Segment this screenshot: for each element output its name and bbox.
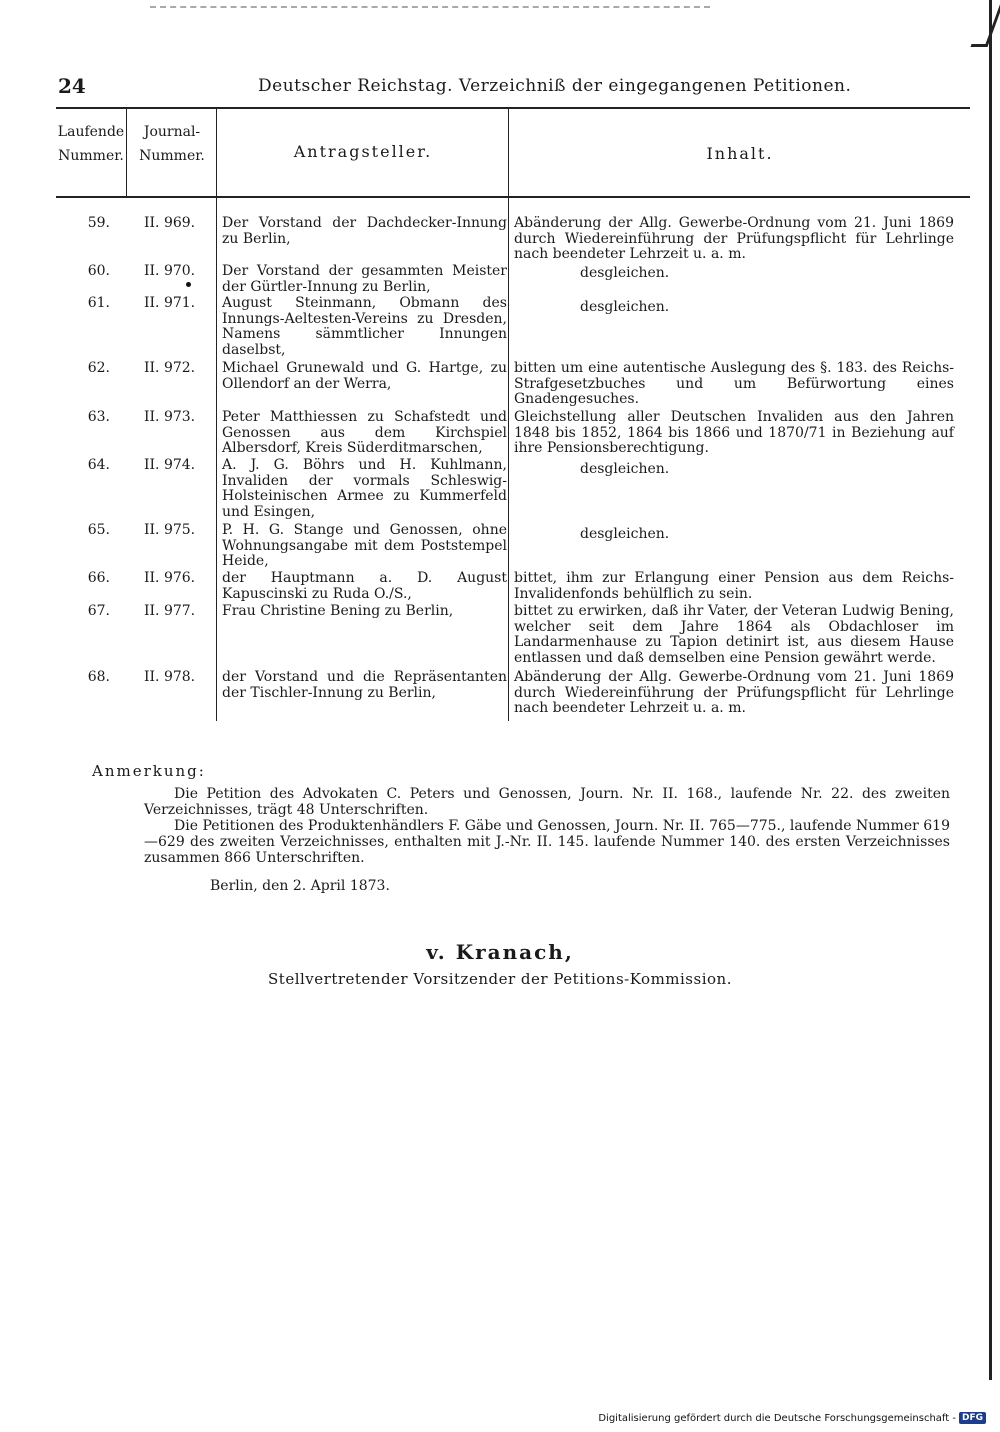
row-67-inhalt: bittet zu erwirken, daß ihr Vater, der Veteran Ludwig Bening, welcher seit dem Jahre 1864 als Obdachloser im Landarmenhause zu Tapion detinirt ist, aus diesem Hause entlassen und daß demselben eine Pension gewährt werde. bbox=[514, 603, 954, 666]
row-62-laufende: 62. bbox=[87, 360, 110, 376]
page-number: 24 bbox=[58, 74, 86, 98]
footer-text: Digitalisierung gefördert durch die Deutsche Forschungsgemeinschaft - bbox=[598, 1412, 956, 1424]
row-68-journal: II. 978. bbox=[144, 669, 196, 685]
row-63-inhalt: Gleichstellung aller Deutschen Invaliden aus den Jahren 1848 bis 1852, 1864 bis 1866 und 1870/71 in Beziehung auf ihre Pensionsberechtigung. bbox=[514, 409, 954, 456]
scan-artifact-edge bbox=[989, 0, 992, 1380]
row-63-journal: II. 973. bbox=[144, 409, 196, 425]
row-61-journal: II. 971. bbox=[144, 295, 196, 311]
row-64-inhalt: desgleichen. bbox=[580, 461, 670, 477]
row-65-antragsteller: P. H. G. Stange und Genossen, ohne Wohnungsangabe mit dem Poststempel Heide, bbox=[222, 522, 507, 569]
row-60-laufende: 60. bbox=[87, 263, 110, 279]
row-60-journal: II. 970. bbox=[144, 263, 196, 279]
column-header-journal bbox=[128, 120, 216, 168]
row-59-journal: II. 969. bbox=[144, 215, 196, 231]
row-66-antragsteller: der Hauptmann a. D. August Kapuscinski zu Ruda O./S., bbox=[222, 570, 507, 602]
anmerkung-paragraph-1: Die Petition des Advokaten C. Peters und Genossen, Journ. Nr. II. 168., laufende Nr. 22. des zweiten Verzeichnisses, trägt 48 Unterschriften. bbox=[144, 786, 950, 818]
row-66-inhalt: bittet, ihm zur Erlangung einer Pension aus dem Reichs-Invalidenfonds behülflich zu sein. bbox=[514, 570, 954, 602]
anmerkung-heading: Anmerkung: bbox=[92, 762, 206, 780]
column-header-laufende bbox=[56, 120, 126, 168]
row-60-antragsteller: Der Vorstand der gesammten Meister der Gürtler-Innung zu Berlin, bbox=[222, 263, 507, 295]
row-61-laufende: 61. bbox=[87, 295, 110, 311]
table-top-rule bbox=[56, 107, 970, 109]
signature-title: Stellvertretender Vorsitzender der Petitions-Kommission. bbox=[268, 970, 732, 988]
row-61-inhalt: desgleichen. bbox=[580, 299, 670, 315]
column-header-antragsteller: Antragsteller. bbox=[293, 142, 433, 161]
dateline: Berlin, den 2. April 1873. bbox=[210, 878, 390, 894]
row-64-antragsteller: A. J. G. Böhrs und H. Kuhlmann, Invaliden der vormals Schleswig-Holsteinischen Armee zu Kummerfeld und Esingen, bbox=[222, 457, 507, 520]
row-68-laufende: 68. bbox=[87, 669, 110, 685]
column-header-laufende-line2: Nummer. bbox=[58, 148, 124, 164]
row-67-journal: II. 977. bbox=[144, 603, 196, 619]
row-66-journal: II. 976. bbox=[144, 570, 196, 586]
row-64-journal: II. 974. bbox=[144, 457, 196, 473]
row-64-laufende: 64. bbox=[87, 457, 110, 473]
row-59-laufende: 59. bbox=[87, 215, 110, 231]
column-divider-3 bbox=[508, 109, 509, 721]
row-61-antragsteller: August Steinmann, Obmann des Innungs-Aeltesten-Vereins zu Dresden, Namens sämmtlicher Innungen daselbst, bbox=[222, 295, 507, 358]
row-62-antragsteller: Michael Grunewald und G. Hartge, zu Ollendorf an der Werra, bbox=[222, 360, 507, 392]
dfg-logo: DFG bbox=[959, 1412, 986, 1424]
anmerkung-paragraph-2: Die Petitionen des Produktenhändlers F. Gäbe und Genossen, Journ. Nr. II. 765—775., laufende Nummer 619—629 des zweiten Verzeichnisses, enthalten mit J.-Nr. II. 145. laufende Nummer 140. des ersten Verzeichnisses zusammen 866 Unterschriften. bbox=[144, 818, 950, 866]
row-65-journal: II. 975. bbox=[144, 522, 196, 538]
row-59-inhalt: Abänderung der Allg. Gewerbe-Ordnung vom 21. Juni 1869 durch Wiedereinführung der Prüfungspflicht für Lehrlinge nach beendeter Lehrzeit u. a. m. bbox=[514, 215, 954, 262]
signature-name: v. Kranach, bbox=[426, 940, 574, 964]
row-67-laufende: 67. bbox=[87, 603, 110, 619]
running-header bbox=[58, 74, 978, 100]
row-65-laufende: 65. bbox=[87, 522, 110, 538]
ink-speck bbox=[186, 282, 191, 287]
column-divider-1 bbox=[126, 109, 127, 196]
digitization-footer bbox=[598, 1412, 986, 1424]
row-67-antragsteller: Frau Christine Bening zu Berlin, bbox=[222, 603, 454, 619]
running-title: Deutscher Reichstag. Verzeichniß der eingegangenen Petitionen. bbox=[258, 76, 852, 96]
row-65-inhalt: desgleichen. bbox=[580, 526, 670, 542]
row-60-inhalt: desgleichen. bbox=[580, 265, 670, 281]
row-68-antragsteller: der Vorstand und die Repräsentanten der Tischler-Innung zu Berlin, bbox=[222, 669, 507, 701]
scan-artifact-top bbox=[150, 0, 710, 8]
column-header-journal-line2: Nummer. bbox=[139, 148, 205, 164]
row-63-laufende: 63. bbox=[87, 409, 110, 425]
column-header-inhalt: Inhalt. bbox=[706, 144, 774, 163]
row-68-inhalt: Abänderung der Allg. Gewerbe-Ordnung vom 21. Juni 1869 durch Wiedereinführung der Prüfungspflicht für Lehrlinge nach beendeter Lehrzeit u. a. m. bbox=[514, 669, 954, 716]
table-header-rule bbox=[56, 196, 970, 198]
row-66-laufende: 66. bbox=[87, 570, 110, 586]
row-62-journal: II. 972. bbox=[144, 360, 196, 376]
column-header-journal-line1: Journal- bbox=[143, 124, 201, 140]
row-62-inhalt: bitten um eine autentische Auslegung des §. 183. des Reichs-Strafgesetzbuches und um Befürwortung eines Gnadengesuches. bbox=[514, 360, 954, 407]
row-63-antragsteller: Peter Matthiessen zu Schafstedt und Genossen aus dem Kirchspiel Albersdorf, Kreis Süderditmarschen, bbox=[222, 409, 507, 456]
column-header-laufende-line1: Laufende bbox=[57, 124, 125, 140]
scan-artifact-edge-hook bbox=[970, 0, 1000, 47]
row-59-antragsteller: Der Vorstand der Dachdecker-Innung zu Berlin, bbox=[222, 215, 507, 247]
